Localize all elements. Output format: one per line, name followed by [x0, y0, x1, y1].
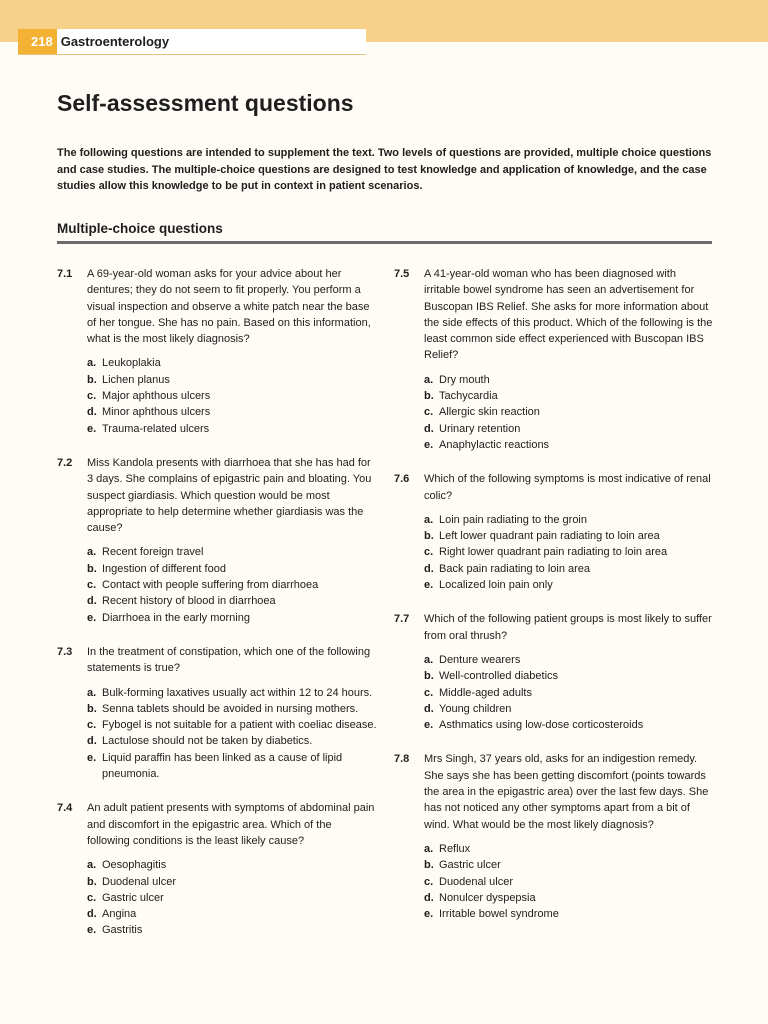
option-letter: b.	[87, 562, 97, 575]
option-text: Back pain radiating to loin area	[439, 562, 591, 575]
option-letter: c.	[424, 546, 434, 559]
option-text: Senna tablets should be avoided in nursing mothers.	[102, 702, 359, 715]
answer-option	[424, 717, 714, 733]
option-letter: b.	[424, 530, 434, 543]
question-number: 7.1	[57, 268, 73, 280]
option-text: Irritable bowel syndrome	[439, 908, 559, 921]
option-text: Urinary retention	[439, 422, 521, 435]
option-letter: d.	[87, 595, 97, 608]
option-text: Allergic skin reaction	[439, 406, 540, 419]
option-letter: e.	[87, 924, 97, 937]
option-text: Localized loin pain only	[439, 579, 553, 592]
option-text: Tachycardia	[439, 390, 498, 403]
running-header	[18, 29, 366, 55]
option-letter: b.	[424, 859, 434, 872]
option-letter: a.	[87, 546, 97, 559]
question-text: A 69-year-old woman asks for your advice about her dentures; they do not seem to fit properly. You perform a visual inspection and observe a white patch near the base of her tongue. She has no pain. Based on this information, what is the most likely diagnosis?	[87, 268, 371, 346]
answer-option	[87, 544, 377, 560]
page-number: 218	[18, 29, 57, 54]
option-text: Gastritis	[102, 924, 143, 937]
option-letter: c.	[87, 390, 97, 403]
answer-option	[424, 874, 714, 890]
option-text: Duodenal ulcer	[102, 875, 176, 888]
option-text: Nonulcer dyspepsia	[439, 891, 536, 904]
option-letter: e.	[424, 579, 434, 592]
answer-options	[87, 685, 377, 783]
option-text: Recent foreign travel	[102, 546, 204, 559]
question-item	[57, 455, 377, 626]
question-body	[424, 266, 714, 453]
answer-option	[87, 922, 377, 938]
question-item	[57, 266, 377, 437]
option-letter: c.	[424, 406, 434, 419]
option-letter: a.	[424, 842, 434, 855]
option-letter: d.	[424, 891, 434, 904]
option-letter: c.	[87, 891, 97, 904]
answer-option	[424, 388, 714, 404]
option-letter: a.	[424, 653, 434, 666]
question-body	[424, 471, 714, 593]
option-text: Bulk-forming laxatives usually act within 12 to 24 hours.	[102, 686, 373, 699]
question-number: 7.2	[57, 456, 73, 469]
answer-option	[424, 701, 714, 717]
question-body	[87, 644, 377, 782]
option-letter: a.	[87, 357, 97, 370]
answer-option	[87, 750, 377, 783]
option-letter: c.	[87, 579, 97, 592]
answer-option	[87, 717, 377, 733]
option-letter: b.	[87, 875, 97, 888]
option-letter: e.	[424, 908, 434, 921]
question-text: Miss Kandola presents with diarrhoea that she has had for 3 days. She complains of epigastric pain and bloating. You suspect giardiasis. Which question would be most appropriate to help determine whether giardiasis was the cause?	[87, 456, 372, 535]
answer-option	[424, 512, 714, 528]
question-body	[87, 266, 377, 437]
option-text: Anaphylactic reactions	[439, 438, 550, 451]
answer-option	[424, 528, 714, 544]
answer-option	[424, 685, 714, 701]
option-letter: b.	[424, 670, 434, 683]
option-letter: b.	[87, 373, 97, 386]
question-number: 7.4	[57, 802, 73, 815]
answer-option	[87, 593, 377, 609]
page-title: Self-assessment questions	[57, 90, 354, 116]
section-label: Gastroenterology	[60, 34, 170, 49]
option-text: Major aphthous ulcers	[102, 390, 211, 403]
option-text: Loin pain radiating to the groin	[439, 513, 587, 526]
answer-option	[87, 701, 377, 717]
answer-option	[87, 372, 377, 388]
option-letter: d.	[424, 422, 434, 435]
answer-option	[424, 577, 714, 593]
option-text: Reflux	[439, 842, 471, 855]
option-letter: b.	[87, 702, 97, 715]
option-letter: a.	[424, 373, 434, 386]
option-text: Trauma-related ulcers	[102, 422, 210, 435]
option-letter: b.	[424, 390, 434, 403]
question-number: 7.8	[394, 753, 410, 766]
answer-options	[424, 652, 714, 733]
question-number: 7.3	[57, 645, 73, 658]
option-letter: d.	[424, 562, 434, 575]
question-body	[424, 751, 714, 922]
option-text: Angina	[102, 908, 137, 921]
question-number: 7.7	[394, 613, 410, 626]
question-text: Mrs Singh, 37 years old, asks for an indigestion remedy. She says she has been getting discomfort (points towards the area in the epigastric area) over the last few days. She has not noticed any other symptoms apart from a bit of wind. What would be the most likely diagnosis?	[424, 753, 709, 831]
option-text: Denture wearers	[439, 653, 521, 666]
option-letter: d.	[424, 702, 434, 715]
option-letter: c.	[424, 686, 434, 699]
question-text: Which of the following patient groups is most likely to suffer from oral thrush?	[424, 613, 712, 642]
answer-options	[87, 544, 377, 625]
option-text: Asthmatics using low-dose corticosteroids	[439, 719, 644, 732]
answer-option	[87, 906, 377, 922]
answer-option	[424, 561, 714, 577]
question-text: A 41-year-old woman who has been diagnosed with irritable bowel syndrome has seen an advertisement for Buscopan IBS Relief. She asks for more information about the side effects of this product. Which of the following is the least common side effect experienced with Buscopan IBS Relief?	[424, 268, 713, 362]
option-text: Diarrhoea in the early morning	[102, 611, 250, 624]
answer-option	[424, 421, 714, 437]
question-text: In the treatment of constipation, which one of the following statements is true?	[87, 645, 371, 675]
question-item	[57, 800, 377, 938]
option-letter: e.	[424, 719, 434, 732]
answer-option	[424, 404, 714, 420]
option-text: Ingestion of different food	[102, 562, 226, 575]
option-text: Fybogel is not suitable for a patient with coeliac disease.	[102, 719, 377, 732]
option-letter: c.	[424, 875, 434, 888]
option-letter: e.	[87, 422, 97, 435]
question-body	[87, 455, 377, 626]
intro-paragraph: The following questions are intended to supplement the text. Two levels of questions are provided, multiple choice questions and case studies. The multiple-choice questions are designed to test knowledge and application of knowledge, and the case studies allow this knowledge to be put in context in patient scenarios.	[57, 147, 712, 192]
option-text: Gastric ulcer	[102, 891, 164, 904]
option-text: Lichen planus	[102, 373, 170, 386]
section-divider	[57, 241, 712, 244]
question-body	[424, 611, 714, 733]
answer-option	[87, 857, 377, 873]
option-text: Gastric ulcer	[439, 859, 501, 872]
option-text: Left lower quadrant pain radiating to loin area	[439, 530, 660, 543]
option-text: Contact with people suffering from diarrhoea	[102, 579, 319, 592]
question-item	[394, 266, 714, 453]
answer-option	[87, 421, 377, 437]
question-number: 7.6	[394, 473, 410, 486]
answer-option	[87, 890, 377, 906]
option-text: Lactulose should not be taken by diabetics.	[102, 735, 313, 748]
option-letter: c.	[87, 719, 97, 732]
answer-option	[87, 685, 377, 701]
answer-option	[87, 388, 377, 404]
option-text: Duodenal ulcer	[439, 875, 513, 888]
answer-option	[87, 577, 377, 593]
answer-option	[87, 561, 377, 577]
option-letter: d.	[87, 735, 97, 748]
question-text: Which of the following symptoms is most indicative of renal colic?	[424, 473, 711, 502]
answer-option	[424, 652, 714, 668]
answer-option	[87, 874, 377, 890]
option-text: Dry mouth	[439, 373, 490, 386]
answer-options	[87, 857, 377, 938]
answer-option	[87, 610, 377, 626]
answer-options	[87, 355, 377, 436]
option-letter: a.	[424, 513, 434, 526]
option-text: Recent history of blood in diarrhoea	[102, 595, 276, 608]
option-letter: e.	[87, 611, 97, 624]
answer-option	[424, 906, 714, 922]
question-text: An adult patient presents with symptoms of abdominal pain and discomfort in the epigastric area. Which of the following conditions is the least likely cause?	[87, 802, 375, 847]
answer-option	[424, 668, 714, 684]
option-text: Young children	[439, 702, 512, 715]
question-number: 7.5	[394, 268, 410, 280]
answer-option	[424, 372, 714, 388]
answer-option	[87, 355, 377, 371]
option-text: Well-controlled diabetics	[439, 670, 559, 683]
answer-option	[87, 404, 377, 420]
question-item	[57, 644, 377, 782]
right-column	[394, 266, 714, 922]
answer-option	[424, 890, 714, 906]
option-text: Middle-aged adults	[439, 686, 532, 699]
option-letter: d.	[87, 908, 97, 921]
option-text: Leukoplakia	[102, 357, 161, 370]
answer-options	[424, 372, 714, 453]
question-item	[394, 751, 714, 922]
answer-option	[424, 857, 714, 873]
question-body	[87, 800, 377, 938]
option-letter: e.	[424, 438, 434, 451]
question-item	[394, 611, 714, 733]
section-heading: Multiple-choice questions	[57, 221, 223, 236]
option-text: Minor aphthous ulcers	[102, 406, 211, 419]
answer-options	[424, 512, 714, 593]
answer-option	[87, 733, 377, 749]
option-text: Liquid paraffin has been linked as a cause of lipid pneumonia.	[102, 751, 343, 781]
option-text: Right lower quadrant pain radiating to loin area	[439, 546, 668, 559]
answer-option	[424, 841, 714, 857]
option-text: Oesophagitis	[102, 859, 167, 872]
answer-option	[424, 544, 714, 560]
option-letter: a.	[87, 686, 97, 699]
answer-options	[424, 841, 714, 922]
answer-option	[424, 437, 714, 453]
option-letter: a.	[87, 859, 97, 872]
left-column	[57, 266, 377, 939]
option-letter: e.	[87, 751, 97, 764]
question-item	[394, 471, 714, 593]
option-letter: d.	[87, 406, 97, 419]
